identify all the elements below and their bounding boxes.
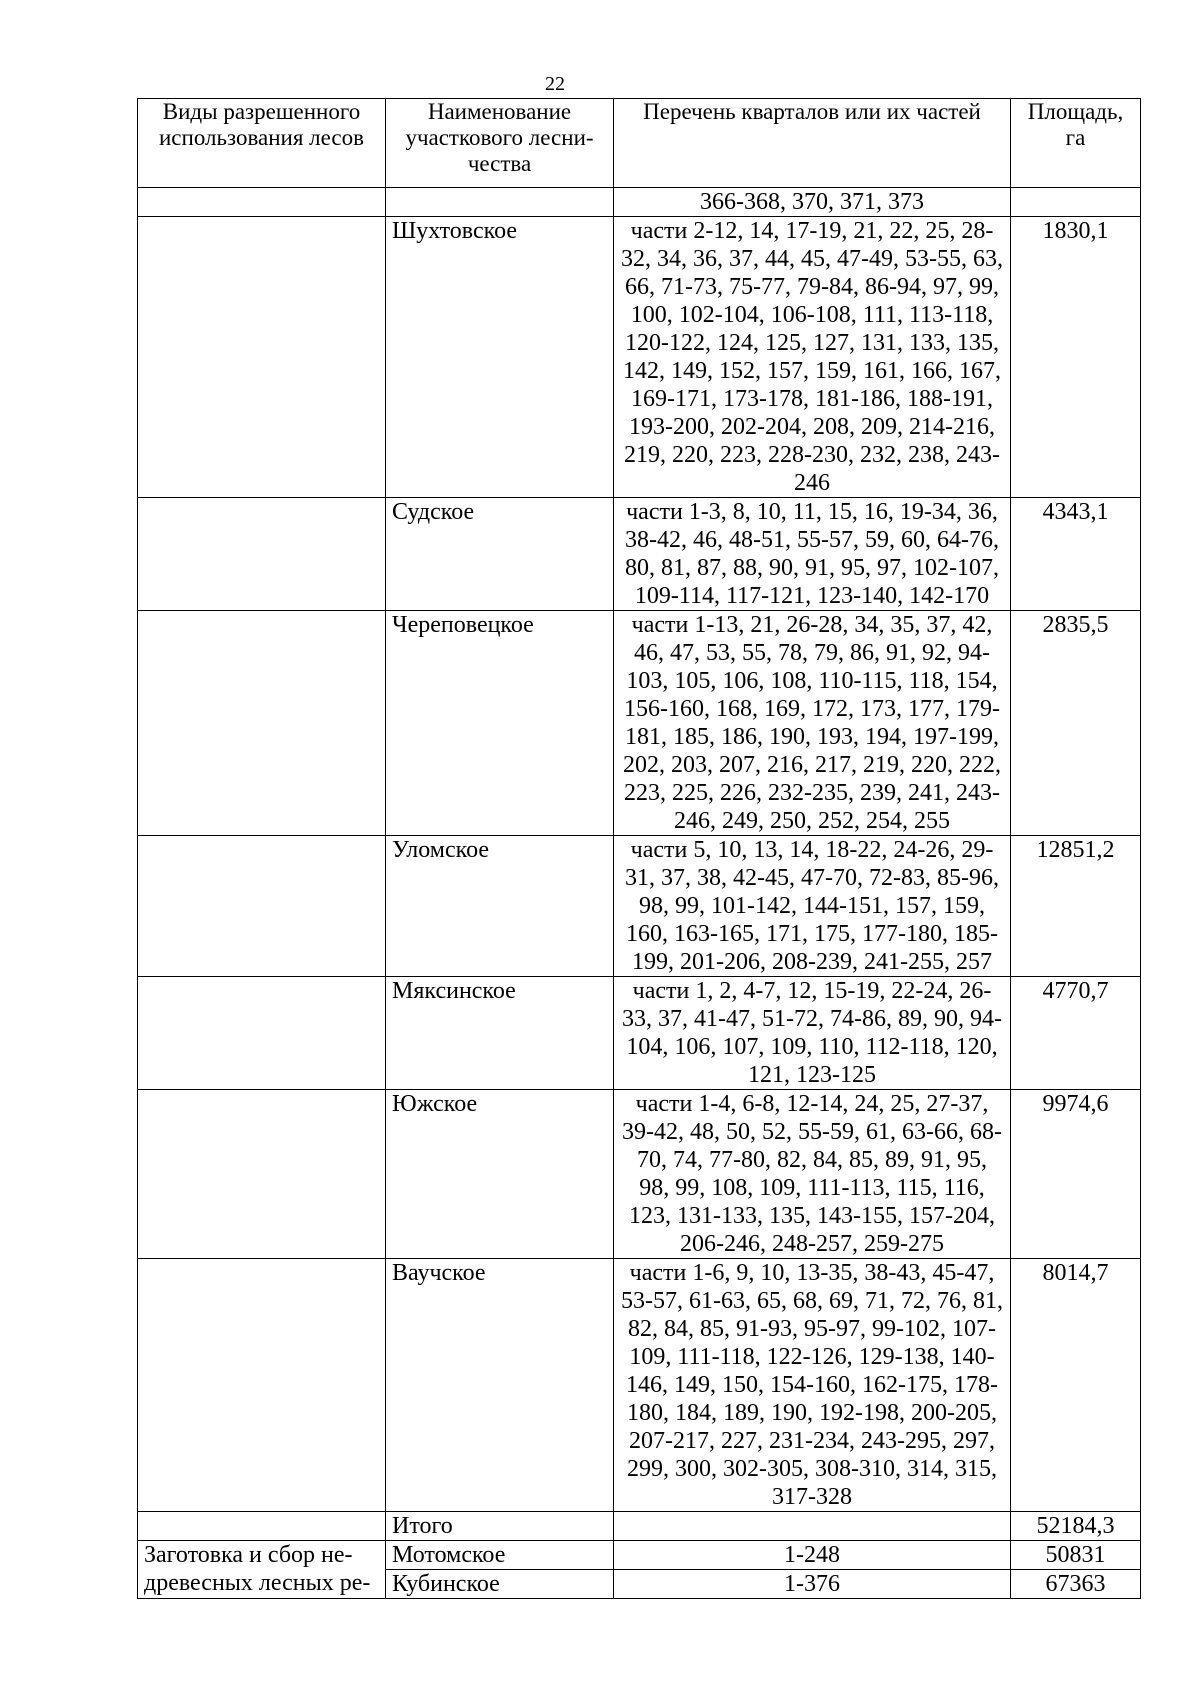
- quarters-cell: части 5, 10, 13, 14, 18-22, 24-26, 29-31, 37, 38, 42-45, 47-70, 72-83, 85-96, 98, 99, 101-142, 144-151, 157, 159, 160, 163-165, 171, 175, 177-180, 185-199, 201-206, 208-239, 241-255, 257: [614, 836, 1011, 977]
- header-quarters-list: Перечень кварталов или их частей: [614, 99, 1011, 188]
- total-area: 52184,3: [1011, 1512, 1141, 1541]
- usage-type-cell: [138, 1512, 386, 1541]
- table-row: [138, 836, 1141, 977]
- usage-type-cell: [138, 498, 386, 611]
- table-row: [138, 1259, 1141, 1512]
- forestry-name-cell: Мотомское: [386, 1541, 614, 1570]
- forestry-name-cell: Ваучское: [386, 1259, 614, 1512]
- table-row: [138, 188, 1141, 217]
- forestry-name-cell: Кубинское: [386, 1570, 614, 1599]
- quarters-cell: части 1-4, 6-8, 12-14, 24, 25, 27-37, 39-42, 48, 50, 52, 55-59, 61, 63-66, 68-70, 74, 77-80, 82, 84, 85, 89, 91, 95, 98, 99, 108, 109, 111-113, 115, 116, 123, 131-133, 135, 143-155, 157-204, 206-246, 248-257, 259-275: [614, 1090, 1011, 1259]
- forestry-name-cell: Судское: [386, 498, 614, 611]
- area-cell: 2835,5: [1011, 611, 1141, 836]
- area-cell: 8014,7: [1011, 1259, 1141, 1512]
- quarters-cell: части 1-13, 21, 26-28, 34, 35, 37, 42, 46, 47, 53, 55, 78, 79, 86, 91, 92, 94-103, 105, 106, 108, 110-115, 118, 154, 156-160, 168, 169, 172, 173, 177, 179-181, 185, 186, 190, 193, 194, 197-199, 202, 203, 207, 216, 217, 219, 220, 222, 223, 225, 226, 232-235, 239, 241, 243-246, 249, 250, 252, 254, 255: [614, 611, 1011, 836]
- quarters-cell: 1-376: [614, 1570, 1011, 1599]
- quarters-cell: [614, 1512, 1011, 1541]
- usage-type-cell: [138, 977, 386, 1090]
- quarters-cell: части 2-12, 14, 17-19, 21, 22, 25, 28-32, 34, 36, 37, 44, 45, 47-49, 53-55, 63, 66, 71-73, 75-77, 79-84, 86-94, 97, 99, 100, 102-104, 106-108, 111, 113-118, 120-122, 124, 125, 127, 131, 133, 135, 142, 149, 152, 157, 159, 161, 166, 167, 169-171, 173-178, 181-186, 188-191, 193-200, 202-204, 208, 209, 214-216, 219, 220, 223, 228-230, 232, 238, 243-246: [614, 217, 1011, 498]
- usage-type-cell: [138, 1259, 386, 1512]
- usage-type-cell: [138, 217, 386, 498]
- usage-type-cell: [138, 611, 386, 836]
- header-row: [138, 99, 1141, 188]
- area-cell: 4770,7: [1011, 977, 1141, 1090]
- table-row: [138, 977, 1141, 1090]
- area-cell: 12851,2: [1011, 836, 1141, 977]
- table-row: [138, 498, 1141, 611]
- table-row: [138, 611, 1141, 836]
- usage-type-cell: [138, 836, 386, 977]
- forestry-name-cell: Уломское: [386, 836, 614, 977]
- area-cell: 9974,6: [1011, 1090, 1141, 1259]
- area-cell: 1830,1: [1011, 217, 1141, 498]
- table-row: [138, 217, 1141, 498]
- usage-type-cell: [138, 1090, 386, 1259]
- area-cell: 50831: [1011, 1541, 1141, 1570]
- table-row: [138, 1090, 1141, 1259]
- header-area: Площадь, га: [1011, 99, 1141, 188]
- area-cell: 67363: [1011, 1570, 1141, 1599]
- quarters-cell: 366-368, 370, 371, 373: [614, 188, 1011, 217]
- quarters-cell: части 1-3, 8, 10, 11, 15, 16, 19-34, 36, 38-42, 46, 48-51, 55-57, 59, 60, 64-76, 80, 81, 87, 88, 90, 91, 95, 97, 102-107, 109-114, 117-121, 123-140, 142-170: [614, 498, 1011, 611]
- quarters-cell: части 1, 2, 4-7, 12, 15-19, 22-24, 26-33, 37, 41-47, 51-72, 74-86, 89, 90, 94-104, 106, 107, 109, 110, 112-118, 120, 121, 123-125: [614, 977, 1011, 1090]
- forestry-name-cell: Южское: [386, 1090, 614, 1259]
- area-cell: 4343,1: [1011, 498, 1141, 611]
- usage-type-cell: [138, 188, 386, 217]
- header-forestry-name: Наименование участкового лесни-чества: [386, 99, 614, 188]
- total-row: [138, 1512, 1141, 1541]
- area-cell: [1011, 188, 1141, 217]
- forestry-name-cell: [386, 188, 614, 217]
- forestry-name-cell: Шухтовское: [386, 217, 614, 498]
- header-usage-type: Виды разрешенного использования лесов: [138, 99, 386, 188]
- quarters-cell: 1-248: [614, 1541, 1011, 1570]
- forest-use-table: [137, 98, 1141, 1599]
- quarters-cell: части 1-6, 9, 10, 13-35, 38-43, 45-47, 53-57, 61-63, 65, 68, 69, 71, 72, 76, 81, 82, 84, 85, 91-93, 95-97, 99-102, 107-109, 111-118, 122-126, 129-138, 140-146, 149, 150, 154-160, 162-175, 178-180, 184, 189, 190, 192-198, 200-205, 207-217, 227, 231-234, 243-295, 297, 299, 300, 302-305, 308-310, 314, 315, 317-328: [614, 1259, 1011, 1512]
- forestry-name-cell: Мяксинское: [386, 977, 614, 1090]
- forestry-name-cell: Череповецкое: [386, 611, 614, 836]
- table-row: [138, 1541, 1141, 1570]
- total-label: Итого: [386, 1512, 614, 1541]
- usage-type-category: Заготовка и сбор не-древесных лесных ре-: [138, 1541, 386, 1599]
- page-number: 22: [545, 73, 565, 95]
